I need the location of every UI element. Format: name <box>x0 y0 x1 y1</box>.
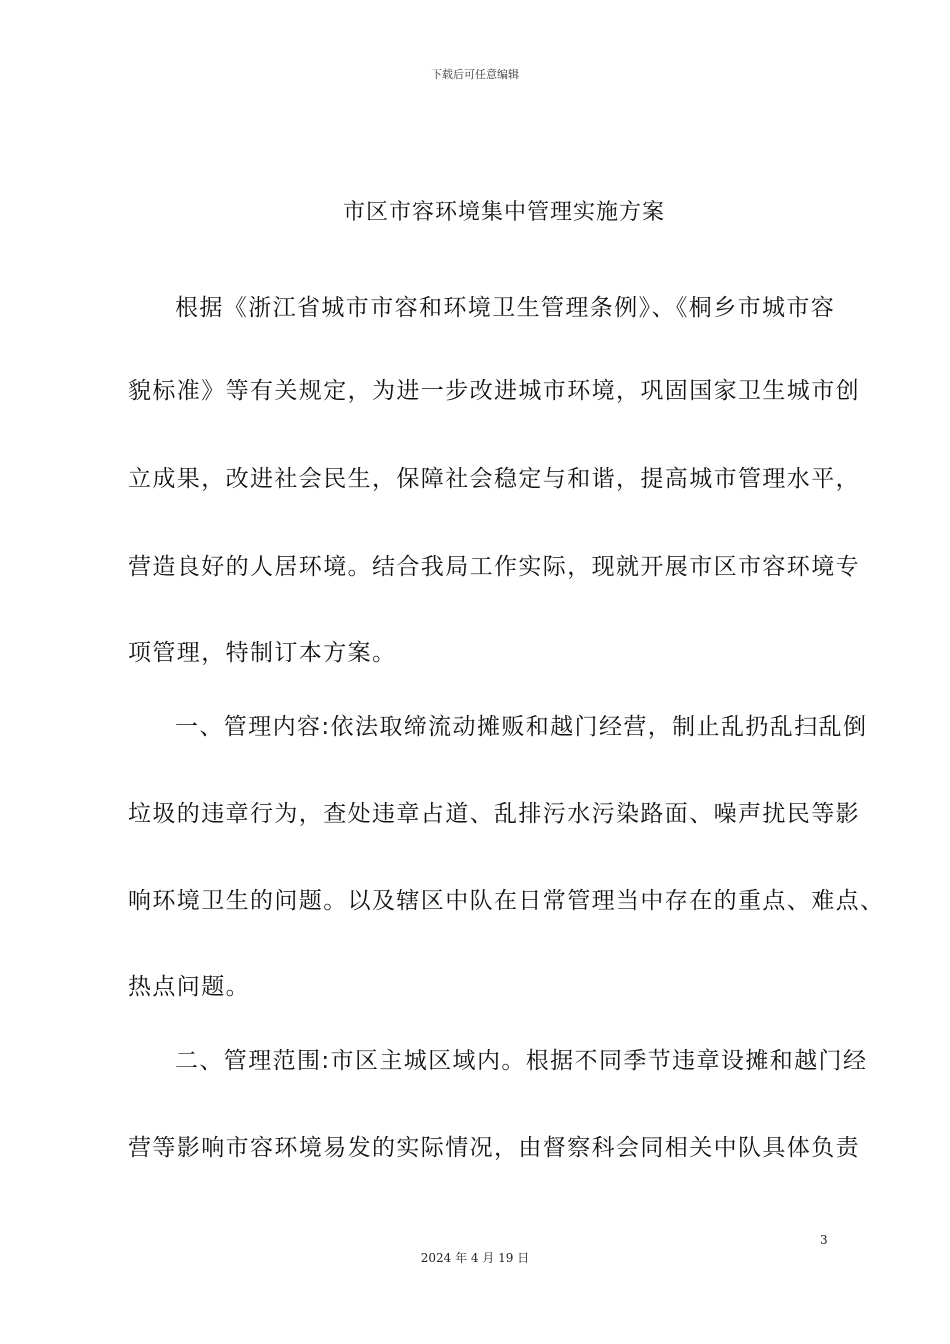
paragraph-1-line-4: 营造良好的人居环境。结合我局工作实际，现就开展市区市容环境专 <box>128 554 860 580</box>
paragraph-2-line-4: 热点问题。 <box>128 974 250 1000</box>
paragraph-3-line-1: 二、管理范围:市区主城区域内。根据不同季节违章设摊和越门经 <box>175 1048 868 1074</box>
paragraph-3-line-2: 营等影响市容环境易发的实际情况，由督察科会同相关中队具体负责 <box>128 1135 860 1161</box>
document-title: 市区市容环境集中管理实施方案 <box>342 200 665 225</box>
footer-date: 2024 年 4 月 19 日 <box>420 1251 530 1265</box>
paragraph-1-line-1: 根据《浙江省城市市容和环境卫生管理条例》、《桐乡市城市容 <box>175 295 836 321</box>
header-note: 下载后可任意编辑 <box>431 68 519 81</box>
paragraph-2-line-2: 垃圾的违章行为，查处违章占道、乱排污水污染路面、噪声扰民等影 <box>128 801 860 827</box>
page-number: 3 <box>820 1233 828 1247</box>
paragraph-1-line-3: 立成果，改进社会民生，保障社会稳定与和谐，提高城市管理水平， <box>128 466 860 492</box>
paragraph-1-line-2: 貌标准》等有关规定，为进一步改进城市环境，巩固国家卫生城市创 <box>128 378 860 404</box>
paragraph-2-line-1: 一、管理内容:依法取缔流动摊贩和越门经营，制止乱扔乱扫乱倒 <box>175 714 868 740</box>
paragraph-2-line-3: 响环境卫生的问题。以及辖区中队在日常管理当中存在的重点、难点、 <box>128 888 885 914</box>
paragraph-1-line-5: 项管理，特制订本方案。 <box>128 640 397 666</box>
